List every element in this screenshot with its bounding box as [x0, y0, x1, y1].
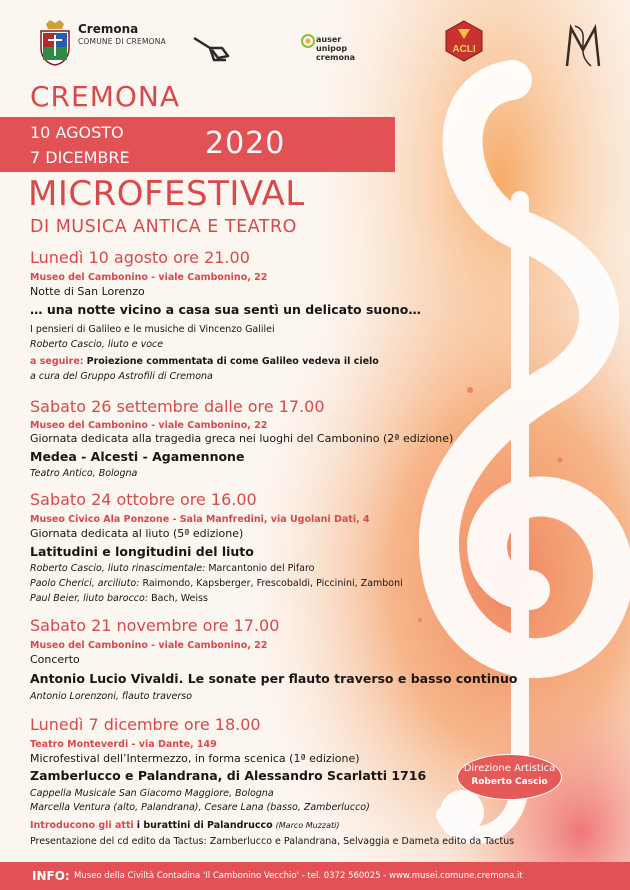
performer-program: Bach, Weiss [151, 593, 208, 604]
performer-program: Raimondo, Kapsberger, Frescobaldi, Piccinini, Zamboni [142, 578, 403, 589]
seguire-text: Proiezione commentata di come Galileo vedeva il cielo [86, 356, 379, 367]
monogram-icon [563, 22, 603, 70]
event-performer [30, 593, 208, 604]
intro-note: (Marco Muzzati) [275, 821, 340, 830]
seguire-label: a seguire: [30, 356, 84, 367]
event-text: Notte di San Lorenzo [30, 285, 145, 298]
coat-of-arms-icon [38, 20, 72, 66]
event-title: … una notte vicino a casa sua sentì un delicato suono… [30, 302, 421, 317]
event-heading: Sabato 26 settembre dalle ore 17.00 [30, 397, 325, 416]
event-venue: Museo del Cambonino - viale Cambonino, 22 [30, 640, 268, 651]
event-performer [30, 578, 403, 589]
event-heading: Lunedì 10 agosto ore 21.00 [30, 248, 250, 267]
intro-text: i burattini di Palandrucco [136, 820, 273, 831]
date-start: 10 AGOSTO [30, 123, 124, 142]
event-venue: Museo Civico Ala Ponzone - Sala Manfredini, via Ugolani Dati, 4 [30, 514, 370, 525]
auser-logo-icon [300, 33, 316, 49]
event-text: Giornata dedicata al liuto (5ª edizione) [30, 527, 244, 540]
acli-label: ACLI [452, 44, 476, 55]
footer-info: Museo della Civiltà Contadina 'Il Cambonino Vecchio' - tel. 0372 560025 - www.musei.comune.cremona.it [74, 871, 523, 881]
event-heading: Sabato 21 novembre ore 17.00 [30, 616, 280, 635]
event-text: I pensieri di Galileo e le musiche di Vincenzo Galilei [30, 324, 275, 335]
event-performer: Roberto Cascio, liuto e voce [30, 339, 164, 350]
footer-bar [0, 862, 630, 890]
event-heading: Lunedì 7 dicembre ore 18.00 [30, 715, 261, 734]
auser-line: auser [316, 35, 342, 44]
auser-line: cremona [316, 53, 356, 62]
event-intro [30, 820, 339, 831]
event-title: Zamberlucco e Palandrana, di Alessandro Scarlatti 1716 [30, 768, 427, 783]
artistic-direction-badge [457, 754, 562, 800]
event-performer: Cappella Musicale San Giacomo Maggiore, Bologna [30, 788, 274, 799]
event-performer: Antonio Lorenzoni, flauto traverso [30, 691, 193, 702]
auser-line: unipop [316, 44, 348, 53]
year: 2020 [205, 126, 286, 161]
event-followup [30, 356, 379, 367]
event-venue: Teatro Monteverdi - via Dante, 149 [30, 739, 217, 750]
direction-name: Roberto Cascio [471, 777, 548, 787]
event-title: Medea - Alcesti - Agamennone [30, 449, 245, 464]
event-text: Concerto [30, 653, 80, 666]
event-venue: Museo del Cambonino - viale Cambonino, 22 [30, 420, 268, 431]
event-credit: Presentazione del cd edito da Tactus: Zamberlucco e Palandrana, Selvaggia e Dameta edito da Tactus [30, 836, 515, 847]
acli-logo-icon [444, 20, 484, 62]
intro-label: Introducono gli atti [30, 820, 134, 831]
footer-label: INFO: [32, 869, 70, 883]
city-title: CREMONA [30, 80, 180, 113]
direction-label: Direzione Artistica [463, 763, 556, 774]
auser-logo-text [316, 35, 386, 62]
event-credit: a cura del Gruppo Astrofili di Cremona [30, 371, 213, 382]
performer-name: Paul Beier, liuto barocco: [30, 593, 149, 604]
performer-program: Marcantonio del Pifaro [208, 563, 315, 574]
event-text: Microfestival dell’Intermezzo, in forma scenica (1ª edizione) [30, 752, 360, 765]
event-performer: Marcella Ventura (alto, Palandrana), Cesare Lana (basso, Zamberlucco) [30, 802, 370, 813]
event-performer [30, 563, 315, 574]
event-title: Latitudini e longitudini del liuto [30, 544, 254, 559]
plough-icon [192, 32, 230, 62]
event-performer: Teatro Antico, Bologna [30, 468, 138, 479]
event-title: Antonio Lucio Vivaldi. Le sonate per flauto traverso e basso continuo [30, 671, 518, 686]
date-end: 7 DICEMBRE [30, 148, 130, 167]
festival-title: MICROFESTIVAL [28, 174, 305, 214]
festival-subtitle: DI MUSICA ANTICA E TEATRO [30, 217, 297, 237]
performer-name: Paolo Cherici, arciliuto: [30, 578, 140, 589]
event-text: Giornata dedicata alla tragedia greca nei luoghi del Cambonino (2ª edizione) [30, 432, 454, 445]
city-subtitle: COMUNE DI CREMONA [78, 37, 166, 46]
event-venue: Museo del Cambonino - viale Cambonino, 22 [30, 272, 268, 283]
city-name: Cremona [78, 22, 139, 36]
event-heading: Sabato 24 ottobre ore 16.00 [30, 490, 257, 509]
performer-name: Roberto Cascio, liuto rinascimentale: [30, 563, 206, 574]
